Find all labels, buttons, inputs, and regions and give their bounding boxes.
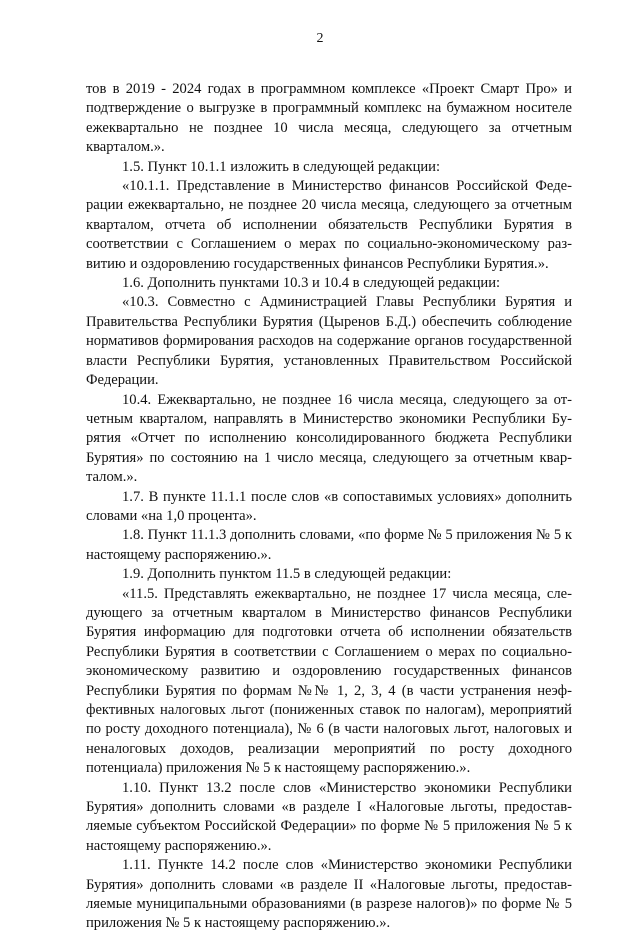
paragraph-item-1-8: 1.8. Пункт 11.1.3 дополнить словами, «по форме № 5 приложения № 5 к настоящему распоряжению.».: [86, 527, 572, 563]
paragraph-item-1-7: 1.7. В пункте 11.1.1 после слов «в сопоставимых условиях» дополнить словами «на 1,0 процента».: [86, 488, 572, 524]
page-number: 2: [316, 31, 324, 46]
paragraph-item-1-10: 1.10. Пункт 13.2 после слов «Министерство экономики Республики Бурятия» дополнить словами «в разделе I «Налоговые льготы, предоставляемые субъектом Российской Федерации» по форме № 5 приложения № 5 к настоящему распоряжению.».: [86, 779, 572, 854]
paragraph-continuation: тов в 2019 - 2024 годах в программном комплексе «Проект Смарт Про» и подтверждение о выгрузке в программный комплекс на бумажном носителе ежеквартально не позднее 10 числа месяца, следующего за отчетным кварталом.».: [86, 81, 572, 156]
document-body: [86, 80, 572, 934]
paragraph-clause-10-3: «10.3. Совместно с Администрацией Главы Республики Бурятия и Правительства Республики Бурятия (Цыренов Б.Д.) обеспечить соблюдение нормативов формирования расходов на содержание органов государственной власти Республики Бурятия, установленных Правительством Российской Федерации.: [86, 294, 572, 389]
paragraph-item-1-11: 1.11. Пункте 14.2 после слов «Министерство экономики Республики Бурятия» дополнить словами «в разделе II «Налоговые льготы, предоставляемые муниципальными образованиями (в разрезе налогов)» по форме № 5 приложения № 5 к настоящему распоряжению.».: [86, 857, 572, 932]
paragraph-item-1-6: 1.6. Дополнить пунктами 10.3 и 10.4 в следующей редакции:: [122, 275, 501, 292]
paragraph-clause-11-5: «11.5. Представлять ежеквартально, не позднее 17 числа месяца, следующего за отчетным кварталом в Министерство финансов Республики Бурятия информацию для подготовки отчета об исполнении обязательств Республики Бурятия в соответствии с Соглашением о мерах по социально-экономическому развитию и оздоровлению государственных финансов Республики Бурятия по формам №№ 1, 2, 3, 4 (в части устранения неэффективных налоговых льгот (пониженных ставок по налогам), мероприятий по росту доходного потенциала), № 6 (в части налоговых льгот, налоговых и неналоговых доходов, реализации мероприятий по росту доходного потенциала) приложения № 5 к настоящему распоряжению.».: [86, 585, 572, 777]
paragraph-clause-10-4: 10.4. Ежеквартально, не позднее 16 числа месяца, следующего за отчетным кварталом, направлять в Министерство экономики Республики Бурятия «Отчет по исполнению консолидированного бюджета Республики Бурятия» по состоянию на 1 число месяца, следующего за отчетным кварталом.».: [86, 391, 572, 486]
paragraph-item-1-9: 1.9. Дополнить пунктом 11.5 в следующей редакции:: [122, 566, 452, 583]
paragraph-clause-10-1-1: «10.1.1. Представление в Министерство финансов Российской Федерации ежеквартально, не позднее 20 числа месяца, следующего за отчетным кварталом, отчета об исполнении обязательств Республики Бурятия в соответствии с Соглашением о мерах по социально-экономическому развитию и оздоровлению государственных финансов Республики Бурятия.».: [86, 178, 572, 272]
paragraph-item-1-5: 1.5. Пункт 10.1.1 изложить в следующей редакции:: [122, 158, 441, 175]
